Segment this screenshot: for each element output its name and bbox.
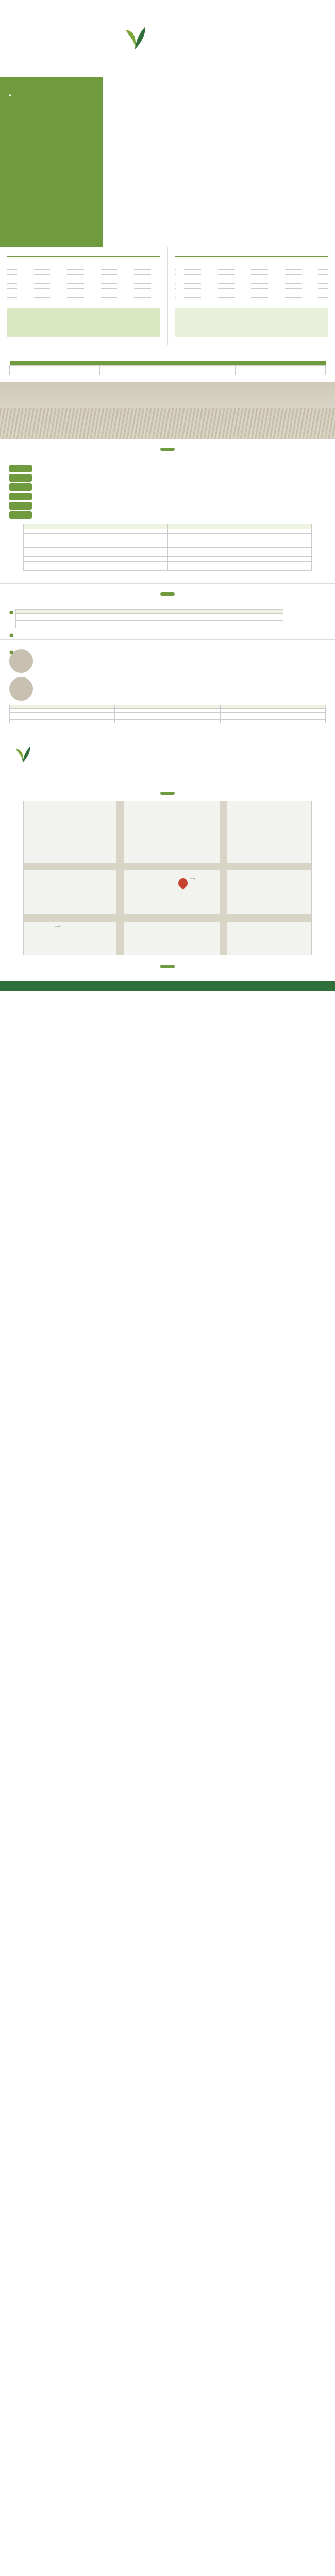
table-cell: [10, 713, 62, 716]
recruit-info-tag: [9, 465, 32, 472]
bulletin-page: [0, 0, 335, 991]
table-cell: [145, 370, 190, 375]
recruit-info-value: [36, 502, 326, 510]
table-cell: [167, 543, 312, 548]
table-header-cell: [280, 361, 326, 366]
person-card: [9, 677, 326, 701]
table-cell: [280, 370, 326, 375]
table-row: [16, 617, 283, 621]
worship-row: [7, 261, 160, 265]
table-cell: [115, 709, 167, 713]
recruit-info-row: [9, 511, 326, 519]
table-cell: [55, 366, 100, 370]
recruit-info-value: [36, 465, 326, 472]
recruit-info-row: [9, 465, 326, 472]
table-cell: [16, 617, 105, 621]
worship-row: [7, 289, 160, 293]
offering-table-header: [10, 705, 326, 709]
table-row: [24, 534, 312, 538]
table-cell: [24, 543, 168, 548]
worship-row: [175, 298, 328, 302]
table-cell: [167, 529, 312, 534]
table-cell: [273, 709, 325, 713]
road: [116, 801, 124, 955]
news-table-body: [16, 614, 283, 628]
table-cell: [273, 716, 325, 720]
worship-row: [175, 279, 328, 284]
table-row: [24, 562, 312, 566]
sermon-banner-right: [175, 308, 328, 337]
news-table: [15, 609, 283, 628]
table-cell: [167, 538, 312, 543]
field-photo: [0, 382, 335, 439]
leaf-icon: [124, 25, 146, 50]
table-cell: [100, 366, 145, 370]
table-header-cell: [100, 361, 145, 366]
table-cell: [167, 562, 312, 566]
table-cell: [167, 713, 220, 716]
bulletin-header: [0, 0, 335, 77]
table-row: [24, 529, 312, 534]
table-row: [24, 557, 312, 562]
table-cell: [16, 614, 105, 617]
table-cell: [115, 720, 167, 723]
table-header-cell: [115, 705, 167, 709]
worship-row: [7, 293, 160, 298]
recruit-info-tag: [9, 502, 32, 510]
table-header-cell: [10, 705, 62, 709]
avatar: [9, 677, 33, 701]
table-row: [10, 709, 326, 713]
table-cell: [115, 713, 167, 716]
offering-table: [9, 705, 326, 723]
table-cell: [167, 534, 312, 538]
weekly-table-header: [10, 361, 326, 366]
table-cell: [105, 621, 194, 624]
table-cell: [24, 557, 168, 562]
table-row: [24, 552, 312, 557]
table-header-cell: [24, 524, 168, 529]
worship-left: [0, 247, 167, 345]
table-header-cell: [235, 361, 280, 366]
recruit-info-value: [36, 493, 326, 500]
recruit-info-value: [36, 483, 326, 491]
table-row: [16, 614, 283, 617]
table-cell: [235, 366, 280, 370]
church-map-label: [190, 878, 195, 880]
table-row: [10, 720, 326, 723]
table-row: [10, 370, 326, 375]
worship-left-title: [7, 253, 160, 257]
vision-panel: [0, 77, 103, 247]
map-pin-icon: [176, 876, 189, 889]
table-cell: [16, 624, 105, 628]
table-row: [24, 548, 312, 552]
news-tag-label: [160, 592, 175, 596]
table-cell: [167, 557, 312, 562]
table-cell: [16, 621, 105, 624]
table-cell: [10, 366, 55, 370]
table-cell: [62, 720, 115, 723]
table-cell: [105, 624, 194, 628]
table-header-cell: [273, 705, 325, 709]
station-map-label: [55, 925, 60, 927]
table-cell: [145, 366, 190, 370]
bottom-bar: [0, 981, 335, 991]
news-section: [0, 600, 335, 640]
course-table-body: [24, 529, 312, 571]
table-cell: [10, 370, 55, 375]
recruit-info-row: [9, 474, 326, 482]
table-cell: [62, 716, 115, 720]
offering-section: [0, 640, 335, 734]
recruit-info-tag: [9, 474, 32, 482]
map-title: [0, 789, 335, 796]
table-cell: [220, 716, 273, 720]
table-row: [24, 538, 312, 543]
recruit-tag-label: [160, 448, 175, 451]
table-cell: [190, 366, 236, 370]
table-cell: [24, 529, 168, 534]
worship-row: [175, 275, 328, 279]
table-cell: [167, 548, 312, 552]
table-row: [16, 621, 283, 624]
table-cell: [24, 562, 168, 566]
table-header-cell: [190, 361, 236, 366]
map-title-2: [0, 962, 335, 970]
recruit-info-tag: [9, 483, 32, 491]
course-table-header: [24, 524, 312, 529]
grass-texture: [0, 408, 335, 439]
table-row: [16, 624, 283, 628]
recruit-info-value: [36, 511, 326, 519]
table-header-cell: [62, 705, 115, 709]
footer-logo: [9, 742, 71, 773]
weekly-schedule-table: [9, 361, 326, 375]
church-logo: [124, 21, 237, 57]
table-cell: [24, 566, 168, 571]
sermon-banner-left: [7, 308, 160, 337]
recruit-info-row: [9, 502, 326, 510]
recruit-tag: [0, 445, 335, 452]
worship-row: [175, 270, 328, 275]
road: [220, 801, 227, 955]
recruit-info: [9, 465, 326, 519]
recruit-info-tag: [9, 493, 32, 500]
table-cell: [167, 552, 312, 557]
table-cell: [194, 617, 283, 621]
table-row: [24, 543, 312, 548]
table-header-cell: [220, 705, 273, 709]
footer: [0, 734, 335, 782]
map-info: [0, 974, 335, 981]
table-cell: [10, 709, 62, 713]
message-panel: [103, 77, 335, 247]
worship-row: [175, 289, 328, 293]
worship-row: [175, 265, 328, 270]
reading-section: [0, 345, 335, 361]
worship-row: [175, 261, 328, 265]
table-cell: [167, 720, 220, 723]
worship-row: [7, 284, 160, 289]
person-card: [9, 649, 326, 673]
table-cell: [190, 370, 236, 375]
table-cell: [280, 366, 326, 370]
course-table: [23, 524, 312, 571]
worship-order: [0, 247, 335, 345]
recruit-section: [0, 455, 335, 584]
table-cell: [167, 709, 220, 713]
table-cell: [105, 614, 194, 617]
table-header-cell: [55, 361, 100, 366]
table-cell: [167, 566, 312, 571]
table-cell: [10, 716, 62, 720]
table-cell: [167, 716, 220, 720]
table-cell: [24, 552, 168, 557]
table-cell: [24, 534, 168, 538]
table-cell: [194, 624, 283, 628]
table-header-cell: [10, 361, 55, 366]
table-cell: [100, 370, 145, 375]
table-cell: [194, 621, 283, 624]
table-cell: [105, 617, 194, 621]
offering-table-body: [10, 709, 326, 723]
worship-row: [7, 279, 160, 284]
recruit-info-row: [9, 493, 326, 500]
table-header-cell: [194, 610, 283, 614]
worship-left-rows: [7, 261, 160, 302]
table-header-cell: [105, 610, 194, 614]
worship-right: [167, 247, 335, 345]
worship-row: [175, 284, 328, 289]
table-cell: [220, 720, 273, 723]
table-cell: [273, 713, 325, 716]
table-cell: [273, 720, 325, 723]
table-row: [10, 713, 326, 716]
table-cell: [220, 713, 273, 716]
map-title-2-label: [160, 965, 175, 968]
table-row: [10, 366, 326, 370]
recruit-info-tag: [9, 511, 32, 519]
recruit-info-row: [9, 483, 326, 491]
table-cell: [10, 720, 62, 723]
news-table-header: [16, 610, 283, 614]
leaf-icon: [14, 744, 31, 764]
table-header-cell: [167, 705, 220, 709]
map-title-label: [160, 792, 175, 795]
road: [24, 914, 311, 922]
worship-row: [7, 270, 160, 275]
table-row: [24, 566, 312, 571]
worship-row: [7, 298, 160, 302]
table-cell: [24, 538, 168, 543]
news-tag: [0, 590, 335, 597]
table-cell: [55, 370, 100, 375]
intro-section: [0, 77, 335, 247]
worship-right-rows: [175, 261, 328, 302]
table-row: [10, 716, 326, 720]
table-cell: [220, 709, 273, 713]
worship-row: [7, 275, 160, 279]
table-cell: [62, 709, 115, 713]
weekly-table-body: [10, 366, 326, 375]
worship-right-title: [175, 253, 328, 257]
table-cell: [194, 614, 283, 617]
table-header-cell: [145, 361, 190, 366]
road: [24, 863, 311, 870]
table-header-cell: [167, 524, 312, 529]
recruit-info-value: [36, 474, 326, 482]
worship-row: [175, 293, 328, 298]
table-cell: [62, 713, 115, 716]
worship-row: [7, 265, 160, 270]
table-cell: [235, 370, 280, 375]
table-header-cell: [16, 610, 105, 614]
table-cell: [24, 548, 168, 552]
table-cell: [115, 716, 167, 720]
directions-map: [23, 801, 312, 955]
